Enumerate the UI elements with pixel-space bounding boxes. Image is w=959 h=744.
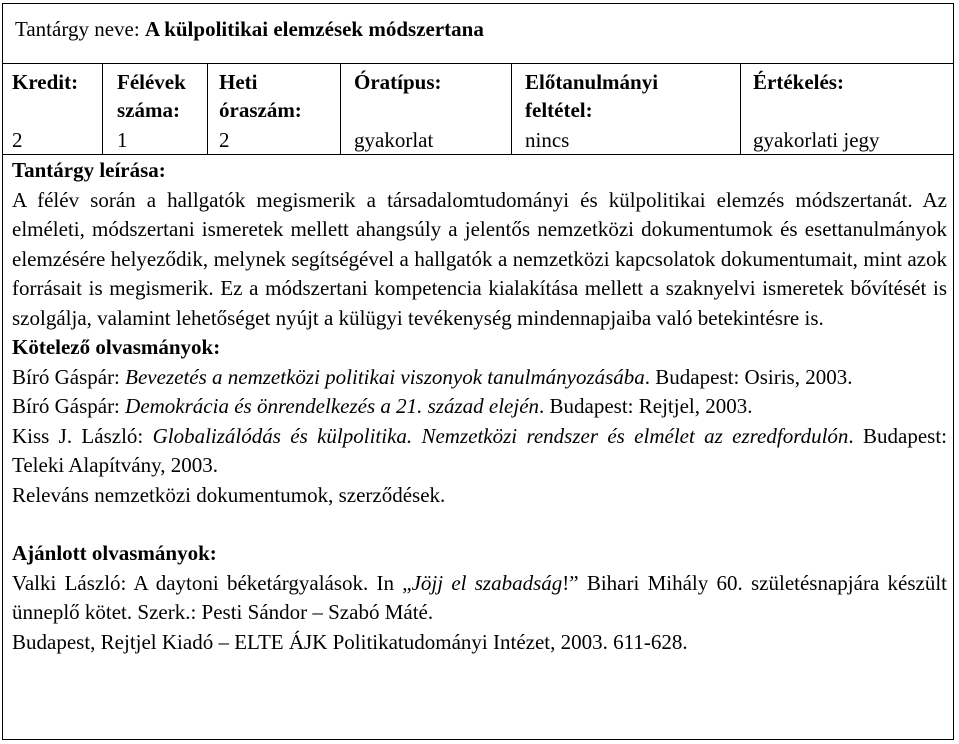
felevek-label: Félévek bbox=[117, 70, 186, 94]
course-title: Tantárgy neve: A külpolitikai elemzések módszertana bbox=[15, 17, 484, 41]
felevek-cell bbox=[117, 68, 186, 152]
ertekeles-label: Értékelés: bbox=[753, 70, 844, 94]
elotanulmanyi-label: Előtanulmányi bbox=[525, 70, 659, 94]
oratipus-label: Óratípus: bbox=[354, 70, 442, 94]
ertekeles-value: gyakorlati jegy bbox=[753, 128, 880, 152]
elotanulmanyi-value: nincs bbox=[525, 128, 570, 152]
title-row bbox=[2, 3, 954, 64]
heti-label: Heti bbox=[219, 70, 258, 94]
oratipus-cell bbox=[354, 68, 442, 152]
required-item: Releváns nemzetközi dokumentumok, szerződések. bbox=[12, 482, 446, 507]
felevek-label-2: száma: bbox=[117, 98, 180, 122]
recommended-heading: Ajánlott olvasmányok: bbox=[12, 541, 217, 565]
description-text: A félév során a hallgatók megismerik a társadalomtudományi és külpolitikai elemzés módszertanát. Az elméleti, módszertani ismeretek mellett ahangsúly a jelentős nemzetközi dokumentumok és esettanulmányok elemzésére helyeződik, melynek segítségével a hallgatók a nemzetközi kapcsolatok dokumentumait, mint azok forrásait is megismerik. Ez a módszertani kompetencia kialakítása mellett a szaknyelvi ismeretek bővítését is szolgálja, valamint lehetőséget nyújt a külügyi tevékenység mindennapjaiba való betekintésre is. bbox=[12, 187, 947, 330]
kredit-value: 2 bbox=[12, 128, 23, 152]
heti-value: 2 bbox=[219, 128, 230, 152]
elotanulmanyi-cell bbox=[525, 68, 659, 152]
heti-cell bbox=[219, 68, 302, 152]
recommended-item: Valki László: A daytoni béketárgyalások. In „Jöjj el szabadság!” Bihari Mihály 60. születésnapjára készült ünneplő kötet. Szerk.: Pesti Sándor – Szabó Máté. bbox=[12, 570, 947, 624]
divider bbox=[207, 63, 208, 155]
kredit-label: Kredit: bbox=[12, 70, 79, 94]
kredit-cell bbox=[12, 68, 79, 152]
oratipus-value: gyakorlat bbox=[354, 128, 434, 152]
felevek-value: 1 bbox=[117, 128, 128, 152]
required-item: Bíró Gáspár: Demokrácia és önrendelkezés a 21. század elején. Budapest: Rejtjel, 2003. bbox=[12, 394, 753, 418]
description-heading: Tantárgy leírása: bbox=[12, 158, 166, 182]
divider bbox=[740, 63, 741, 155]
course-content bbox=[12, 156, 947, 657]
recommended-item-line: Budapest, Rejtjel Kiadó – ELTE ÁJK Politikatudományi Intézet, 2003. 611-628. bbox=[12, 629, 688, 654]
required-heading: Kötelező olvasmányok: bbox=[12, 335, 221, 359]
required-item: Kiss J. László: Globalizálódás és külpolitika. Nemzetközi rendszer és elmélet az ezredfordulón. Budapest: Teleki Alapítvány, 2003. bbox=[12, 423, 947, 477]
divider bbox=[511, 63, 512, 155]
elotanulmanyi-label-2: feltétel: bbox=[525, 98, 593, 122]
required-item: Bíró Gáspár: Bevezetés a nemzetközi politikai viszonyok tanulmányozásába. Budapest: Osiris, 2003. bbox=[12, 364, 853, 389]
divider bbox=[102, 63, 103, 155]
divider bbox=[340, 63, 341, 155]
heti-label-2: óraszám: bbox=[219, 98, 302, 122]
ertekeles-cell bbox=[753, 68, 880, 152]
